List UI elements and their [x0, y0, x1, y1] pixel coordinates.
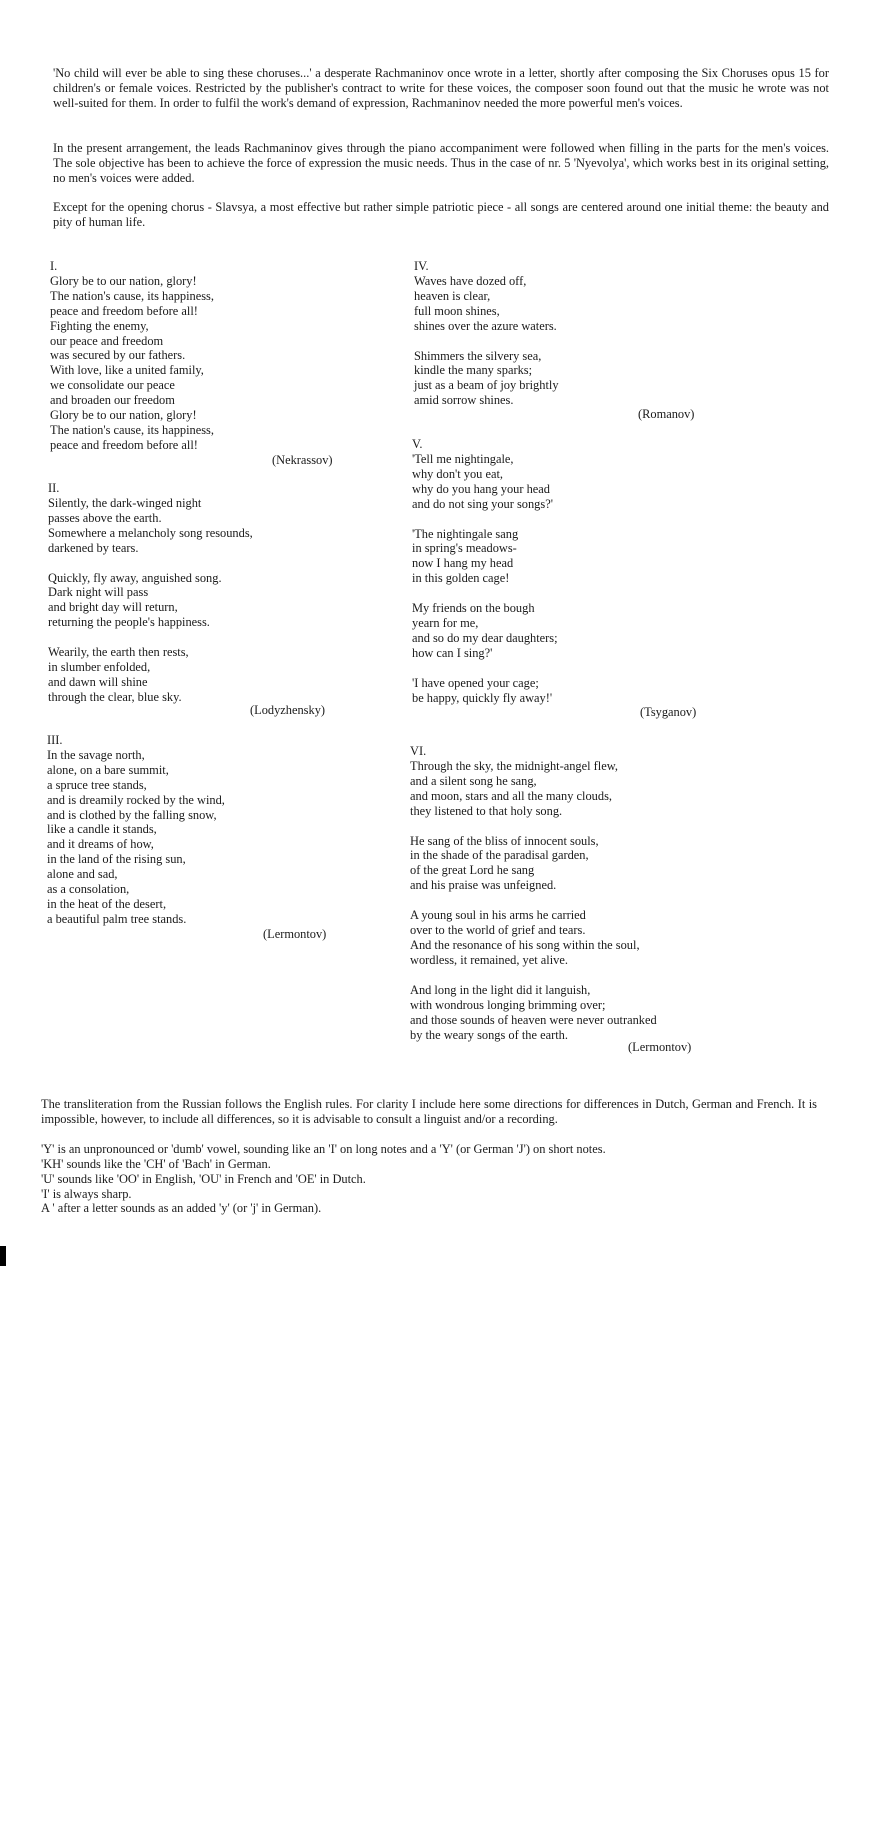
transliteration-rule: 'KH' sounds like the 'CH' of 'Bach' in German.	[41, 1156, 271, 1171]
poem-line: and is clothed by the falling snow,	[47, 807, 217, 822]
poem-line: and it dreams of how,	[47, 837, 154, 852]
poem-line: Dark night will pass	[48, 585, 149, 600]
intro-text: 'No child will ever be able to sing these choruses...' a desperate Rachmaninov once wrote in a letter, shortly after composing the Six Choruses opus 15 for children's or female voices. Restricted by the publisher's contract to write for these voices, the composer soon found out that the music he wrote was not well-suited for them. In order to fulfil the work's demand of expression, Rachmaninov needed the more powerful men's voices.	[53, 66, 829, 110]
poem-line: in the land of the rising sun,	[47, 852, 186, 867]
poem-line: why do you hang your head	[412, 481, 550, 496]
poem-line: Fighting the enemy,	[50, 318, 149, 333]
poem-line: peace and freedom before all!	[50, 437, 198, 452]
scan-edge-mark	[0, 1246, 6, 1266]
poem-line: 'I have opened your cage;	[412, 675, 539, 690]
poem-line: full moon shines,	[414, 303, 500, 318]
poem-line: and those sounds of heaven were never outranked	[410, 1012, 657, 1027]
poem-line: And the resonance of his song within the soul,	[410, 937, 640, 952]
poem-5	[412, 437, 712, 719]
poem-line: alone, on a bare summit,	[47, 762, 169, 777]
poem-line: amid sorrow shines.	[414, 393, 514, 408]
intro-paragraph-1	[53, 66, 829, 111]
poem-line: in slumber enfolded,	[48, 660, 151, 675]
poem-stanza	[412, 527, 712, 587]
poem-number: V.	[412, 437, 423, 451]
poem-line: alone and sad,	[47, 867, 118, 882]
transliteration-rule: 'U' sounds like 'OO' in English, 'OU' in French and 'OE' in Dutch.	[41, 1171, 366, 1186]
intro-paragraph-3	[53, 200, 829, 230]
intro-text: In the present arrangement, the leads Rachmaninov gives through the piano accompaniment were followed when filling in the parts for the men's voices. The sole objective has been to achieve the force of expression the music needs. Thus in the case of nr. 5 'Nyevolya', which works best in its original setting, no men's voices were added.	[53, 141, 829, 185]
poem-number: I.	[50, 259, 58, 273]
poem-line: And long in the light did it languish,	[410, 982, 591, 997]
transliteration-rules	[41, 1142, 817, 1217]
poem-line: wordless, it remained, yet alive.	[410, 952, 568, 967]
poem-stanza	[48, 496, 348, 556]
poem-line: peace and freedom before all!	[50, 303, 198, 318]
poem-line: a beautiful palm tree stands.	[47, 911, 187, 926]
poem-line: of the great Lord he sang	[410, 863, 535, 878]
poem-line: like a candle it stands,	[47, 822, 157, 837]
poem-line: heaven is clear,	[414, 288, 491, 303]
poem-line: be happy, quickly fly away!'	[412, 690, 553, 705]
poem-line: returning the people's happiness.	[48, 615, 210, 630]
poem-3	[47, 733, 347, 941]
intro-paragraph-2	[53, 141, 829, 186]
poem-line: A young soul in his arms he carried	[410, 908, 586, 923]
intro-text: Except for the opening chorus - Slavsya, a most effective but rather simple patriotic piece - all songs are centered around one initial theme: the beauty and pity of human life.	[53, 200, 829, 229]
poem-line: darkened by tears.	[48, 540, 139, 555]
poem-stanza	[414, 274, 714, 334]
poem-line: Glory be to our nation, glory!	[50, 273, 197, 288]
poem-line: over to the world of grief and tears.	[410, 923, 586, 938]
poem-author: (Lermontov)	[263, 927, 327, 941]
poem-line: a spruce tree stands,	[47, 777, 147, 792]
poem-stanza	[48, 571, 348, 631]
poem-line: yearn for me,	[412, 616, 479, 631]
poem-line: Waves have dozed off,	[414, 273, 527, 288]
poem-line: Wearily, the earth then rests,	[48, 645, 189, 660]
poem-line: 'The nightingale sang	[412, 526, 519, 541]
poem-line: just as a beam of joy brightly	[414, 378, 559, 393]
poem-line: in this golden cage!	[412, 571, 510, 586]
poem-line: and is dreamily rocked by the wind,	[47, 792, 225, 807]
poem-stanza	[412, 601, 712, 661]
poem-line: passes above the earth.	[48, 510, 162, 525]
poem-stanza	[50, 274, 350, 453]
poem-stanza	[414, 349, 714, 409]
poem-line: in the heat of the desert,	[47, 896, 167, 911]
poem-line: The nation's cause, its happiness,	[50, 288, 214, 303]
poem-line: 'Tell me nightingale,	[412, 451, 514, 466]
poem-line: and bright day will return,	[48, 600, 178, 615]
poem-author: (Lermontov)	[628, 1040, 692, 1054]
transliteration-intro: The transliteration from the Russian follows the English rules. For clarity I include here some directions for differences in Dutch, German and French. It is impossible, however, to include all differences, so it is advisable to consult a linguist and/or a recording.	[41, 1097, 817, 1126]
poem-line: how can I sing?'	[412, 645, 493, 660]
poem-2	[48, 481, 348, 717]
poem-line: and do not sing your songs?'	[412, 496, 553, 511]
poem-number: III.	[47, 733, 63, 747]
poem-line: My friends on the bough	[412, 601, 535, 616]
poem-line: The nation's cause, its happiness,	[50, 422, 214, 437]
poem-4	[414, 259, 714, 421]
poem-line: and dawn will shine	[48, 674, 148, 689]
poem-line: and his praise was unfeigned.	[410, 878, 557, 893]
poem-line: in the shade of the paradisal garden,	[410, 848, 589, 863]
poem-line: by the weary songs of the earth.	[410, 1027, 568, 1042]
poem-stanza	[412, 452, 712, 512]
poem-stanza	[48, 645, 348, 705]
poem-line: Shimmers the silvery sea,	[414, 348, 542, 363]
poem-stanza	[410, 759, 730, 819]
poem-line: now I hang my head	[412, 556, 514, 571]
transliteration-rule: 'I' is always sharp.	[41, 1186, 132, 1201]
poem-number: IV.	[414, 259, 429, 273]
poem-author: (Romanov)	[638, 407, 695, 421]
poem-line: and so do my dear daughters;	[412, 630, 558, 645]
poem-line: as a consolation,	[47, 882, 130, 897]
poem-number: II.	[48, 481, 60, 495]
poem-line: was secured by our fathers.	[50, 348, 186, 363]
poem-line: through the clear, blue sky.	[48, 689, 182, 704]
poem-line: kindle the many sparks;	[414, 363, 533, 378]
poem-1	[50, 259, 350, 467]
transliteration-rule: 'Y' is an unpronounced or 'dumb' vowel, sounding like an 'I' on long notes and a 'Y' (or German 'J') on short notes.	[41, 1141, 606, 1156]
poem-line: they listened to that holy song.	[410, 803, 563, 818]
poem-line: Silently, the dark-winged night	[48, 495, 202, 510]
poem-stanza	[410, 983, 730, 1043]
poem-line: and moon, stars and all the many clouds,	[410, 788, 612, 803]
poem-author: (Lodyzhensky)	[250, 703, 326, 717]
poem-line: Somewhere a melancholy song resounds,	[48, 525, 253, 540]
poem-6	[410, 744, 730, 1054]
poem-line: in spring's meadows-	[412, 541, 517, 556]
poem-number: VI.	[410, 744, 427, 758]
poem-line: With love, like a united family,	[50, 363, 204, 378]
poem-line: and broaden our freedom	[50, 393, 175, 408]
poem-line: He sang of the bliss of innocent souls,	[410, 833, 599, 848]
transliteration-notes	[41, 1097, 817, 1216]
poem-stanza	[412, 676, 712, 706]
poem-line: and a silent song he sang,	[410, 773, 537, 788]
poem-author: (Nekrassov)	[272, 453, 333, 467]
poem-line: we consolidate our peace	[50, 378, 175, 393]
poem-author: (Tsyganov)	[640, 705, 697, 719]
transliteration-rule: A ' after a letter sounds as an added 'y' (or 'j' in German).	[41, 1201, 322, 1216]
poem-line: Quickly, fly away, anguished song.	[48, 570, 222, 585]
poem-line: our peace and freedom	[50, 333, 164, 348]
poem-stanza	[410, 834, 730, 894]
poem-line: why don't you eat,	[412, 466, 504, 481]
poem-stanza	[410, 908, 730, 968]
poem-line: In the savage north,	[47, 747, 145, 762]
poem-line: shines over the azure waters.	[414, 318, 557, 333]
poem-line: with wondrous longing brimming over;	[410, 997, 606, 1012]
poem-stanza	[47, 748, 347, 927]
poem-line: Through the sky, the midnight-angel flew,	[410, 758, 618, 773]
poem-line: Glory be to our nation, glory!	[50, 408, 197, 423]
